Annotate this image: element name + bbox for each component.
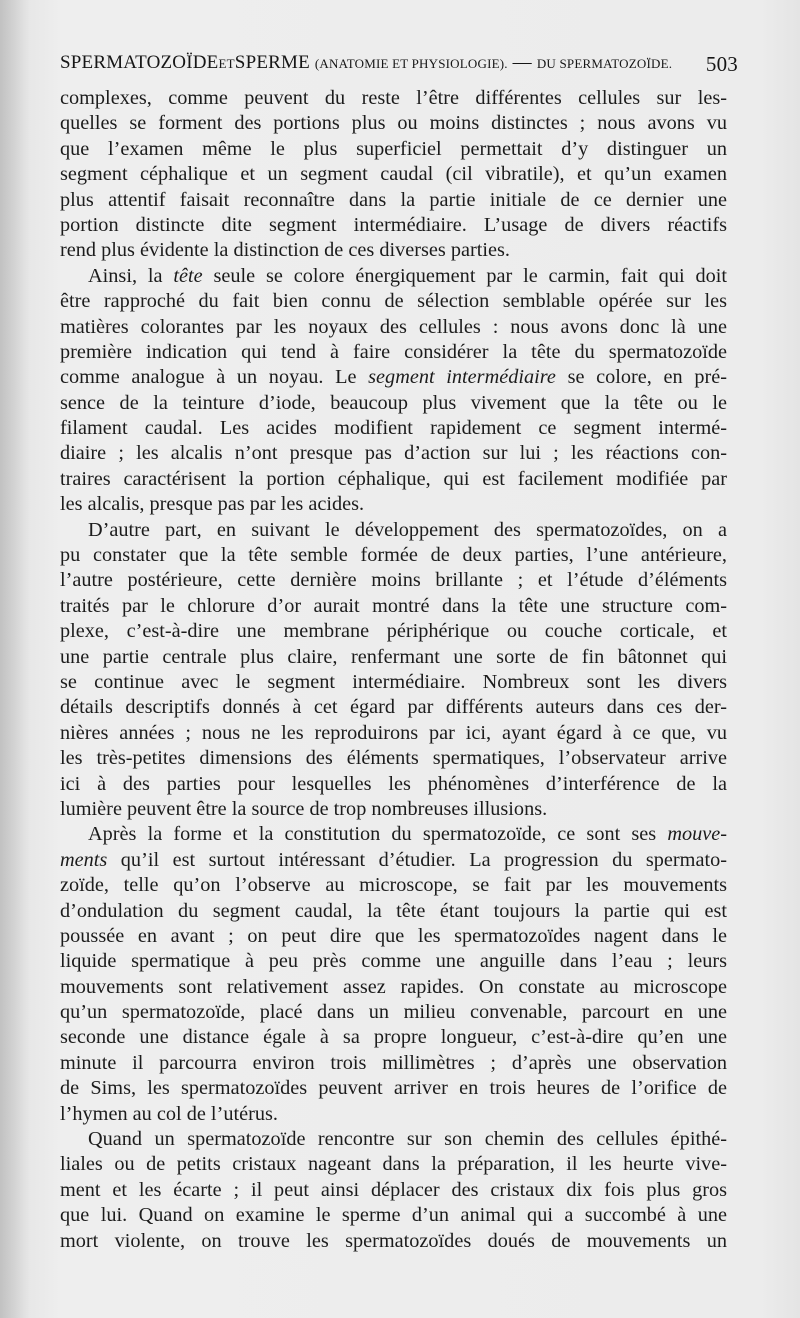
text-line: D’autre part, en suivant le développement des spermatozoïdes, on a — [88, 518, 727, 541]
text-line — [60, 822, 727, 847]
text-line: se continue avec le segment intermédiaire. Nombreux sont les divers — [60, 670, 727, 693]
text-line: qu’un spermatozoïde, placé dans un milieu convenable, parcourt en une — [60, 1001, 727, 1024]
text-line: détails descriptifs donnés à cet égard par différents auteurs dans ces der- — [60, 696, 727, 719]
text-line: seconde une distance égale à sa propre longueur, c’est-à-dire qu’en une — [60, 1026, 727, 1049]
text-line: complexes, comme peuvent du reste l’être différentes cellules sur les- — [60, 87, 727, 109]
text-line: les très-petites dimensions des éléments spermatiques, l’observateur arrive — [60, 747, 727, 770]
text-line: liales ou de petits cristaux nageant dans la préparation, il les heurte vive- — [60, 1153, 727, 1176]
italic-term: ments — [60, 848, 108, 871]
text-line: plus attentif faisait reconnaître dans la partie initiale de ce dernier une — [60, 188, 727, 211]
text-line: mouvements sont relativement assez rapides. On constate au microscope — [60, 975, 727, 998]
text-line: rend plus évidente la distinction de ces diverses parties. — [60, 239, 511, 262]
text-line: zoïde, telle qu’on l’observe au microscope, se fait par les mouvements — [60, 874, 727, 897]
text-line: minute il parcourra environ trois millimètres ; d’après une observation — [60, 1051, 727, 1074]
italic-term: tête — [173, 264, 203, 287]
text-line: nières années ; nous ne les reproduirons par ici, ayant égard à ce que, vu — [60, 721, 727, 744]
text-line: matières colorantes par les noyaux des cellules : nous avons donc là une — [60, 315, 727, 338]
text-line: sence de la teinture d’iode, beaucoup plus vivement que la tête ou le — [60, 391, 727, 414]
text-line: segment céphalique et un segment caudal (cil vibratile), et qu’un examen — [60, 163, 727, 186]
text-line: liquide spermatique à peu près comme une anguille dans l’eau ; leurs — [60, 950, 727, 973]
text-line: l’hymen au col de l’utérus. — [60, 1102, 278, 1125]
text-run: Après la forme et la constitution du spermatozoïde, ce sont ses — [88, 823, 668, 846]
italic-term: segment intermédiaire — [368, 366, 556, 389]
text-line: traires caractérisent la portion céphalique, qui est facilement modifiée par — [60, 467, 727, 490]
text-line: portion distincte dite segment intermédiaire. L’usage de divers réactifs — [60, 213, 727, 236]
text-run: comme analogue à un noyau. Le — [60, 366, 369, 389]
text-line: poussée en avant ; on peut dire que les spermatozoïdes nagent dans le — [60, 924, 727, 947]
running-head-title-a: SPERMATOZOÏDE — [60, 52, 219, 73]
text-line: que l’examen même le plus superficiel permettait d’y distinguer un — [60, 137, 727, 160]
text-line: être rapproché du fait bien connu de sélection semblable opérée sur les — [60, 290, 727, 313]
text-line: diaire ; les alcalis n’ont presque pas d’action sur lui ; les réactions con- — [60, 442, 727, 465]
text-run: qu’il est surtout intéressant d’étudier. La progression du spermato- — [107, 848, 727, 871]
text-line: l’autre postérieure, cette dernière moins brillante ; et l’étude d’éléments — [60, 569, 727, 592]
text-line: pu constater que la tête semble formée de deux parties, l’une antérieure, — [60, 544, 727, 567]
text-run: Ainsi, la — [88, 264, 174, 287]
running-head-parenthetical: (ANATOMIE ET PHYSIOLOGIE). — [314, 56, 508, 71]
text-line: les alcalis, presque pas par les acides. — [60, 493, 365, 516]
binding-shadow — [0, 0, 30, 1318]
text-line: première indication qui tend à faire considérer la tête du spermatozoïde — [60, 340, 727, 363]
italic-term: mouve- — [667, 823, 727, 846]
running-head-title-b: SPERME — [234, 52, 310, 73]
text-line: quelles se forment des portions plus ou moins distinctes ; nous avons vu — [60, 112, 727, 135]
text-line: lumière peuvent être la source de trop nombreuses illusions. — [60, 797, 548, 820]
text-line — [60, 365, 727, 390]
running-head-dash: — — [512, 52, 532, 73]
text-line: filament caudal. Les acides modifient rapidement ce segment intermé- — [60, 417, 727, 440]
text-line: une partie centrale plus claire, renfermant une sorte de fin bâtonnet qui — [60, 645, 727, 668]
text-line: que lui. Quand on examine le sperme d’un animal qui a succombé à une — [60, 1204, 727, 1227]
text-line: mort violente, on trouve les spermatozoïdes doués de mouvements un — [60, 1229, 727, 1252]
text-run: seule se colore énergiquement par le carmin, fait qui doit — [202, 264, 727, 287]
running-head-et: ET — [218, 56, 235, 71]
text-line: traités par le chlorure d’or aurait montré dans la tête une structure com- — [60, 594, 727, 617]
text-line: ment et les écarte ; il peut ainsi déplacer des cristaux dix fois plus gros — [60, 1178, 727, 1201]
text-line — [60, 264, 727, 289]
text-line: de Sims, les spermatozoïdes peuvent arriver en trois heures de l’orifice de — [60, 1077, 727, 1100]
body-text — [60, 86, 727, 1254]
text-line: Quand un spermatozoïde rencontre sur son chemin des cellules épithé- — [88, 1128, 727, 1151]
text-line: plexe, c’est-à-dire une membrane périphérique ou couche corticale, et — [60, 620, 727, 643]
text-run: se colore, en pré- — [555, 366, 727, 389]
text-line: ici à des parties pour lesquelles les phénomènes d’interférence de la — [60, 772, 727, 795]
text-line: d’ondulation du segment caudal, la tête étant toujours la partie qui est — [60, 899, 727, 922]
running-head-section: DU SPERMATOZOÏDE. — [536, 56, 673, 71]
text-line — [60, 848, 727, 873]
page-number: 503 — [705, 52, 738, 76]
running-head — [60, 52, 738, 82]
